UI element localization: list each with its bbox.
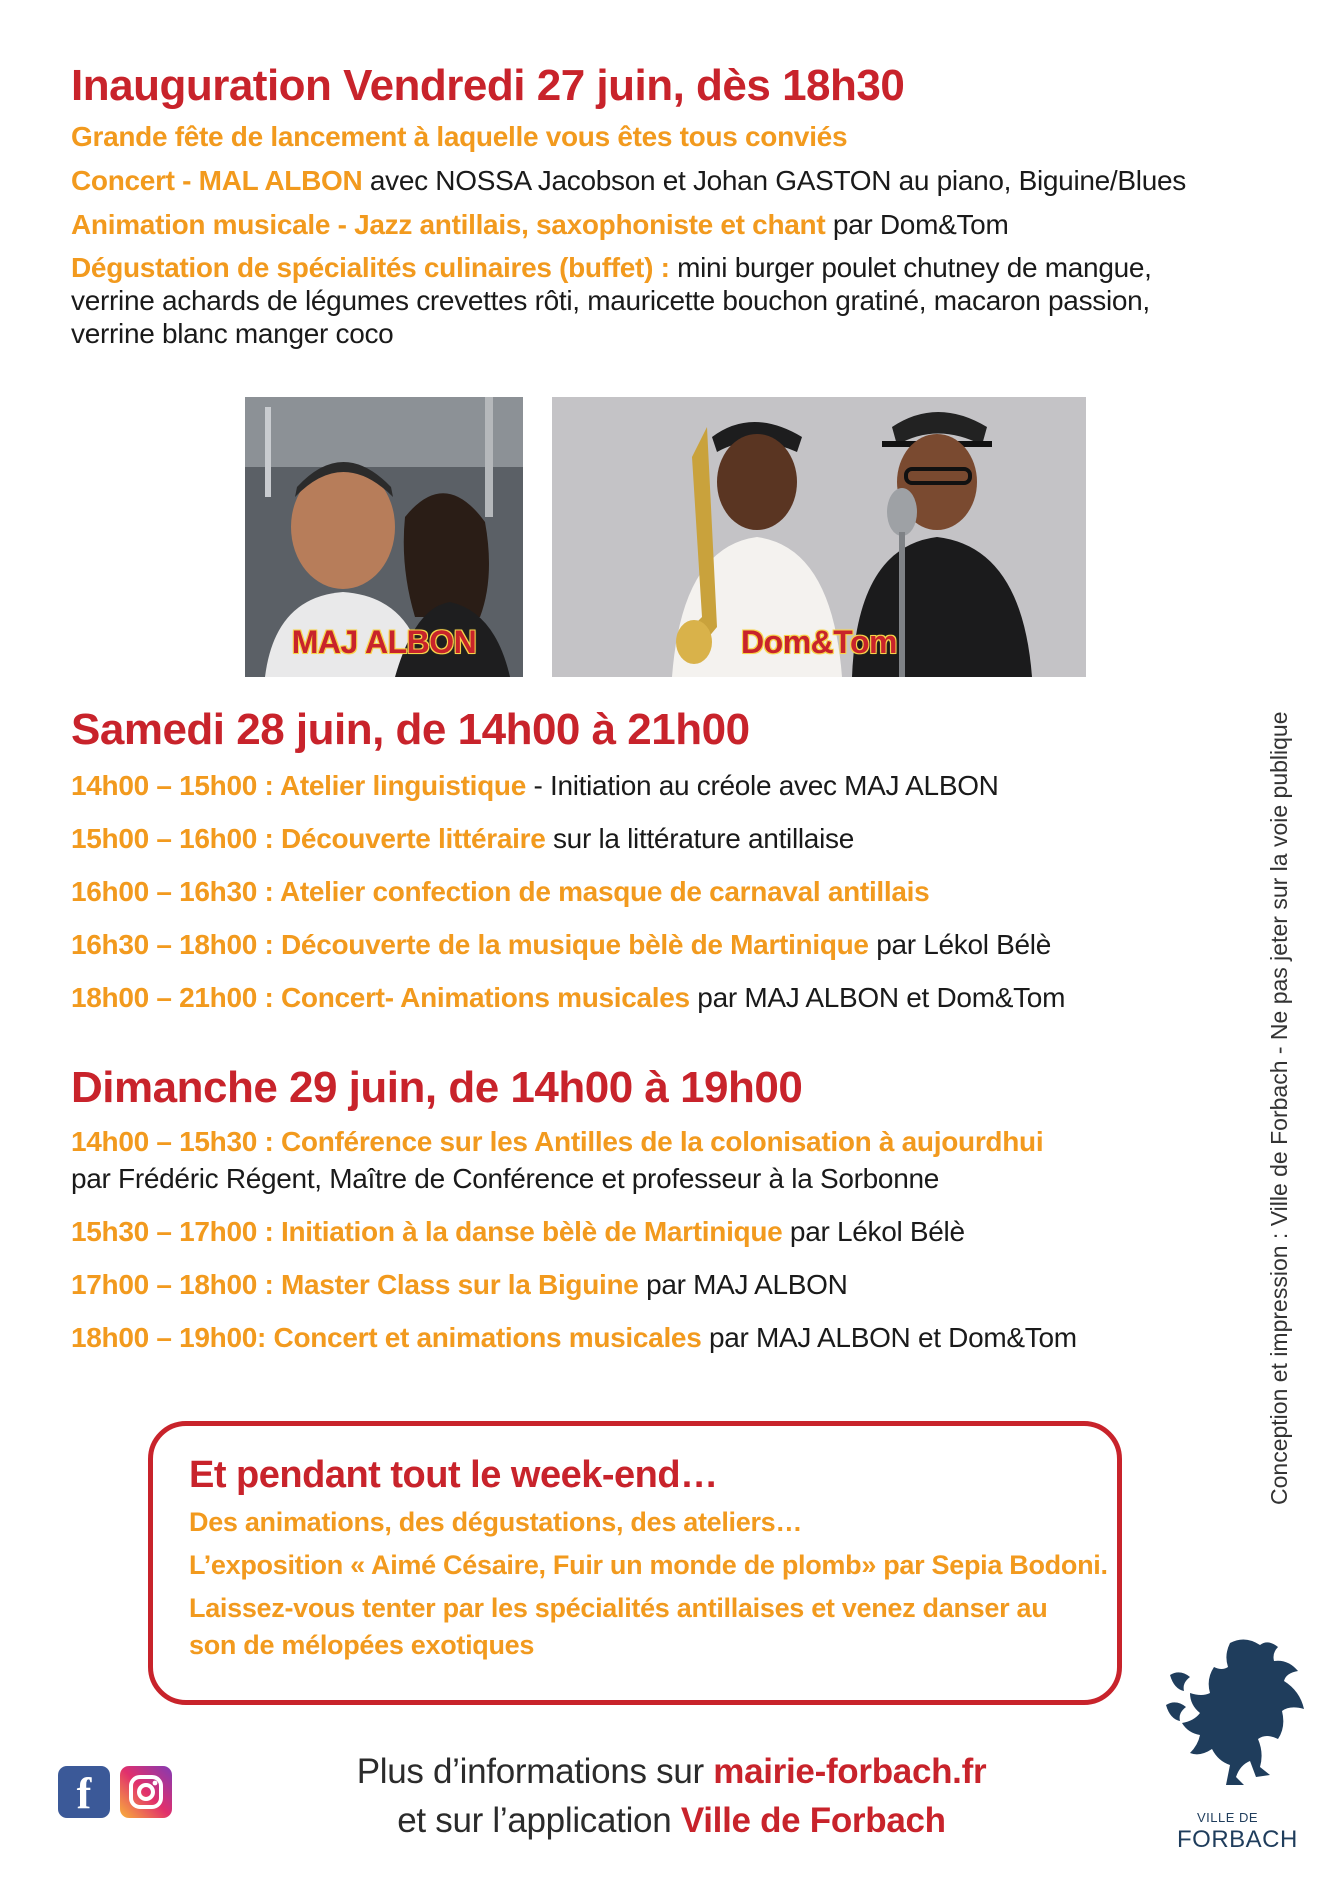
saturday-line-2: [71, 821, 1251, 856]
sunday-line-5-text: par MAJ ALBON et Dom&Tom: [701, 1322, 1077, 1354]
saturday-line-1-text: - Initiation au créole avec MAJ ALBON: [526, 770, 999, 802]
side-note: Conception et impression : Ville de Forbach - Ne pas jeter sur la voie publique: [1266, 711, 1292, 1505]
sunday-title: Dimanche 29 juin, de 14h00 à 19h00: [71, 1063, 803, 1112]
footer-website-link[interactable]: mairie-forbach.fr: [713, 1752, 987, 1791]
sunday-line-5-highlight: 18h00 – 19h00: Concert et animations musicales: [71, 1322, 702, 1354]
saturday-section: [71, 706, 1251, 1015]
weekend-box-line-4: son de mélopées exotiques: [189, 1630, 535, 1661]
sunday-line-3: [71, 1214, 1251, 1249]
weekend-box-line-3: Laissez-vous tenter par les spécialités antillaises et venez danser au: [189, 1593, 1048, 1624]
friday-line-2: [71, 163, 1251, 198]
friday-line-4-highlight: Dégustation de spécialités culinaires (buffet) :: [71, 252, 670, 284]
photo-dom-tom-caption: Dom&Tom: [741, 624, 897, 660]
friday-line-3-highlight: Animation musicale - Jazz antillais, saxophoniste et chant: [71, 209, 826, 241]
photo-dom-tom: [552, 397, 1086, 677]
friday-line-2-text: avec NOSSA Jacobson et Johan GASTON au piano, Biguine/Blues: [362, 165, 1186, 197]
sunday-section: [71, 1064, 1251, 1355]
sunday-line-3-text: par Lékol Bélè: [782, 1216, 965, 1248]
saturday-line-4: [71, 927, 1251, 962]
logo-text-ville-de: VILLE DE: [1197, 1810, 1259, 1825]
sunday-line-1-highlight: 14h00 – 15h30 : Conférence sur les Antilles de la colonisation à aujourdhui: [71, 1126, 1044, 1158]
saturday-line-5-highlight: 18h00 – 21h00 : Concert- Animations musicales: [71, 982, 690, 1014]
photo-maj-albon: [245, 397, 523, 677]
saturday-title: Samedi 28 juin, de 14h00 à 21h00: [71, 705, 750, 754]
sunday-line-4-text: par MAJ ALBON: [638, 1269, 848, 1301]
footer-line-1: [10, 1752, 1323, 1792]
sunday-line-3-highlight: 15h30 – 17h00 : Initiation à la danse bèlè de Martinique: [71, 1216, 783, 1248]
saturday-line-1: [71, 768, 1251, 803]
footer-line-2-prefix: et sur l’application: [397, 1801, 681, 1840]
logo-text-forbach: FORBACH: [1177, 1826, 1298, 1853]
footer-line-2: [10, 1801, 1323, 1841]
friday-line-2-highlight: Concert - MAL ALBON: [71, 165, 363, 197]
friday-section: [71, 62, 1251, 350]
friday-line-4-text: mini burger poulet chutney de mangue, verrine achards de légumes crevettes rôti, mauricette bouchon gratiné, macaron passion, verrine blanc manger coco: [71, 252, 1152, 350]
saturday-line-4-highlight: 16h30 – 18h00 : Découverte de la musique bèlè de Martinique: [71, 929, 869, 961]
friday-line-1: [71, 119, 1251, 154]
photo-maj-albon-caption: MAJ ALBON: [291, 624, 477, 660]
friday-line-3: [71, 207, 1251, 242]
friday-line-1-highlight: Grande fête de lancement à laquelle vous êtes tous conviés: [71, 121, 848, 153]
footer-line-1-prefix: Plus d’informations sur: [356, 1752, 714, 1791]
sunday-line-5: [71, 1320, 1251, 1355]
forbach-lion-logo-icon: [1160, 1635, 1310, 1795]
facebook-icon[interactable]: f: [58, 1766, 110, 1818]
friday-line-3-text: par Dom&Tom: [825, 209, 1009, 241]
saturday-line-1-highlight: 14h00 – 15h00 : Atelier linguistique: [71, 770, 526, 802]
weekend-box-title: Et pendant tout le week-end…: [189, 1454, 718, 1496]
footer-app-name: Ville de Forbach: [680, 1801, 946, 1840]
saturday-line-4-text: par Lékol Bélè: [868, 929, 1052, 961]
sunday-line-2-text: par Frédéric Régent, Maître de Conférence et professeur à la Sorbonne: [71, 1163, 940, 1195]
sunday-line-4: [71, 1267, 1251, 1302]
sunday-line-2: [71, 1161, 1251, 1196]
saturday-line-2-text: sur la littérature antillaise: [545, 823, 854, 855]
sunday-line-1: [71, 1124, 1251, 1159]
saturday-line-3-highlight: 16h00 – 16h30 : Atelier confection de masque de carnaval antillais: [71, 876, 930, 908]
friday-line-4: [71, 251, 1231, 350]
sunday-line-4-highlight: 17h00 – 18h00 : Master Class sur la Biguine: [71, 1269, 639, 1301]
friday-title: Inauguration Vendredi 27 juin, dès 18h30: [71, 61, 905, 110]
saturday-line-2-highlight: 15h00 – 16h00 : Découverte littéraire: [71, 823, 546, 855]
saturday-line-5: [71, 980, 1251, 1015]
weekend-box-line-2: L’exposition « Aimé Césaire, Fuir un monde de plomb» par Sepia Bodoni.: [189, 1550, 1108, 1581]
saturday-line-5-text: par MAJ ALBON et Dom&Tom: [689, 982, 1066, 1014]
weekend-box: [148, 1421, 1122, 1705]
weekend-box-line-1: Des animations, des dégustations, des ateliers…: [189, 1507, 803, 1537]
saturday-line-3: [71, 874, 1251, 909]
